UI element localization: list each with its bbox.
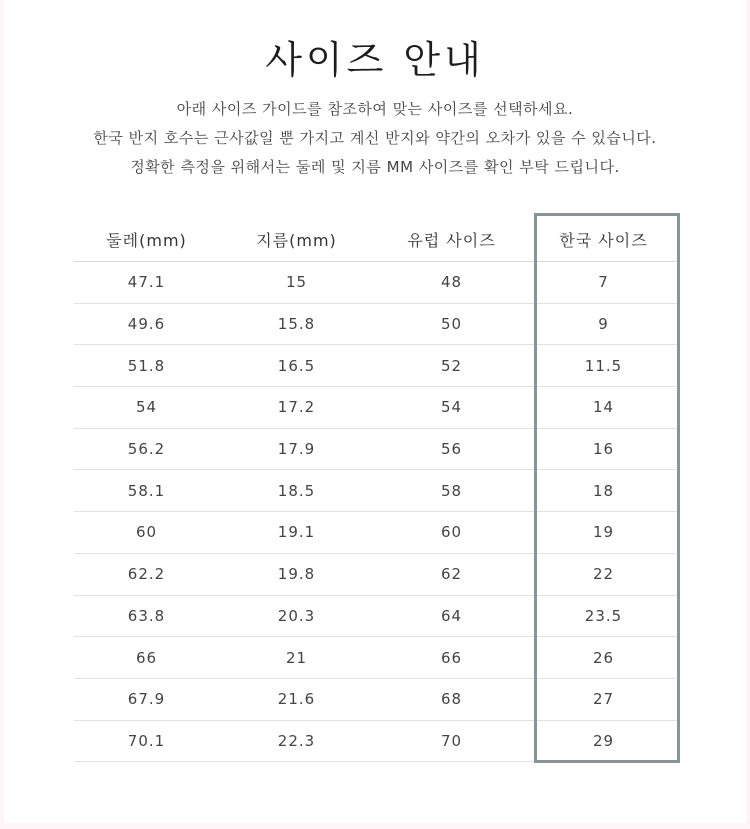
table-row [74, 262, 678, 304]
table-row [74, 429, 678, 471]
cell-eu-size: 60 [440, 523, 463, 542]
cell-kr-size: 18 [592, 481, 615, 500]
description [4, 95, 746, 182]
cell-kr-size: 7 [598, 273, 609, 292]
cell-circumference: 51.8 [127, 356, 166, 375]
cell-kr-size: 27 [592, 690, 615, 709]
table-row [74, 512, 678, 554]
cell-circumference: 66 [135, 648, 158, 667]
cell-kr-size: 29 [592, 731, 615, 750]
cell-diameter: 18.5 [277, 481, 316, 500]
cell-kr-size: 9 [598, 315, 609, 334]
table-row [74, 387, 678, 429]
header-eu-size: 유럽 사이즈 [407, 231, 496, 250]
table-row [74, 637, 678, 679]
page-title: 사이즈 안내 [265, 38, 485, 82]
cell-circumference: 56.2 [127, 440, 166, 459]
cell-eu-size: 48 [440, 273, 463, 292]
cell-kr-size: 23.5 [584, 606, 623, 625]
cell-diameter: 15 [285, 273, 308, 292]
cell-circumference: 63.8 [127, 606, 166, 625]
cell-circumference: 49.6 [127, 315, 166, 334]
cell-diameter: 22.3 [277, 731, 316, 750]
cell-kr-size: 11.5 [584, 356, 623, 375]
cell-circumference: 54 [135, 398, 158, 417]
header-circumference: 둘레(mm) [106, 231, 187, 250]
cell-diameter: 19.8 [277, 565, 316, 584]
cell-kr-size: 16 [592, 440, 615, 459]
cell-circumference: 67.9 [127, 690, 166, 709]
cell-circumference: 60 [135, 523, 158, 542]
cell-diameter: 21 [285, 648, 308, 667]
cell-circumference: 47.1 [127, 273, 166, 292]
cell-eu-size: 50 [440, 315, 463, 334]
cell-eu-size: 62 [440, 565, 463, 584]
cell-circumference: 58.1 [127, 481, 166, 500]
header-diameter: 지름(mm) [256, 231, 337, 250]
table-row [74, 470, 678, 512]
cell-diameter: 15.8 [277, 315, 316, 334]
table-row [74, 345, 678, 387]
description-line-2: 한국 반지 호수는 근사값일 뿐 가지고 계신 반지와 약간의 오차가 있을 수 있습니다. [93, 129, 657, 147]
cell-diameter: 19.1 [277, 523, 316, 542]
table-row [74, 304, 678, 346]
cell-eu-size: 70 [440, 731, 463, 750]
description-line-3: 정확한 측정을 위해서는 둘레 및 지름 MM 사이즈를 확인 부탁 드립니다. [130, 158, 620, 176]
table-header-row [74, 218, 678, 262]
cell-eu-size: 52 [440, 356, 463, 375]
cell-diameter: 20.3 [277, 606, 316, 625]
cell-diameter: 16.5 [277, 356, 316, 375]
cell-kr-size: 26 [592, 648, 615, 667]
cell-diameter: 21.6 [277, 690, 316, 709]
cell-kr-size: 22 [592, 565, 615, 584]
size-table [74, 218, 678, 762]
cell-circumference: 62.2 [127, 565, 166, 584]
cell-diameter: 17.9 [277, 440, 316, 459]
cell-eu-size: 68 [440, 690, 463, 709]
table-row [74, 596, 678, 638]
cell-circumference: 70.1 [127, 731, 166, 750]
table-row [74, 679, 678, 721]
table-row [74, 721, 678, 763]
cell-eu-size: 58 [440, 481, 463, 500]
table-row [74, 554, 678, 596]
cell-kr-size: 14 [592, 398, 615, 417]
description-line-1: 아래 사이즈 가이드를 참조하여 맞는 사이즈를 선택하세요. [176, 100, 574, 118]
header-kr-size: 한국 사이즈 [559, 231, 648, 250]
cell-eu-size: 64 [440, 606, 463, 625]
cell-eu-size: 66 [440, 648, 463, 667]
cell-kr-size: 19 [592, 523, 615, 542]
cell-eu-size: 56 [440, 440, 463, 459]
cell-eu-size: 54 [440, 398, 463, 417]
cell-diameter: 17.2 [277, 398, 316, 417]
